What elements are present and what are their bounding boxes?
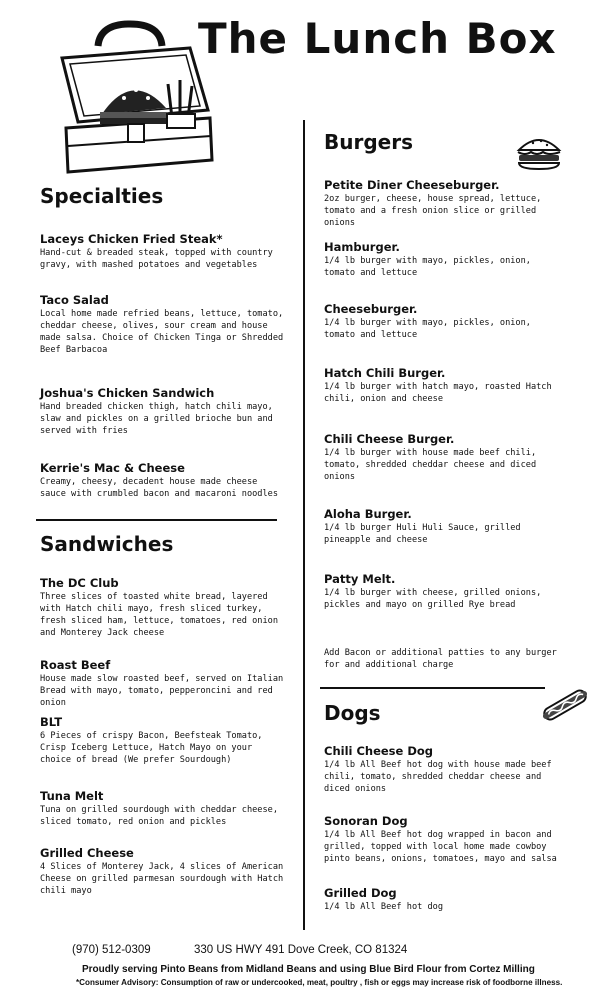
menu-item: [40, 789, 288, 828]
menu-item: [40, 386, 288, 437]
menu-item: [40, 232, 288, 271]
item-name: Kerrie's Mac & Cheese: [40, 461, 185, 475]
item-description: Local home made refried beans, lettuce, tomato, cheddar cheese, olives, sour cream and house made salsa. Choice of Chicken Tinga or Shredded Beef Barbacoa: [40, 309, 284, 355]
consumer-advisory: *Consumer Advisory: Consumption of raw or undercooked, meat, poultry , fish or eggs may increase risk of foodborne illness.: [76, 978, 563, 987]
menu-item: [40, 658, 288, 709]
menu-item: [40, 461, 288, 500]
item-description: Three slices of toasted white bread, layered with Hatch chili mayo, fresh sliced turkey, fresh sliced ham, lettuce, tomatoes, red onion and Monterey Jack cheese: [40, 592, 278, 638]
section-title-specialties: Specialties: [40, 184, 164, 208]
section-title-sandwiches: Sandwiches: [40, 532, 174, 556]
column-divider: [303, 120, 305, 930]
item-description: 2oz burger, cheese, house spread, lettuce, tomato and a fresh onion slice or grilled onions: [324, 194, 542, 228]
menu-item: [324, 178, 560, 229]
menu-item: [40, 715, 288, 766]
section-title-burgers: Burgers: [324, 130, 413, 154]
item-name: Hamburger.: [324, 240, 400, 254]
item-description: 1/4 lb All Beef hot dog: [324, 902, 443, 912]
item-name: Laceys Chicken Fried Steak*: [40, 232, 223, 246]
item-description: 1/4 lb burger with house made beef chili, tomato, shredded cheddar cheese and diced onions: [324, 448, 537, 482]
item-description: Hand-cut & breaded steak, topped with country gravy, with mashed potatoes and vegetables: [40, 248, 273, 270]
item-name: Aloha Burger.: [324, 507, 412, 521]
item-description: 4 Slices of Monterey Jack, 4 slices of American Cheese on grilled parmesan sourdough with Hatch chili mayo: [40, 862, 284, 896]
item-name: Hatch Chili Burger.: [324, 366, 446, 380]
section-divider: [36, 519, 277, 521]
item-name: BLT: [40, 715, 63, 729]
item-name: Grilled Dog: [324, 886, 397, 900]
item-name: Grilled Cheese: [40, 846, 134, 860]
section-divider: [320, 687, 545, 689]
footer-pinto-note: Proudly serving Pinto Beans from Midland Beans and using Blue Bird Flour from Cortez Milling: [82, 964, 535, 975]
menu-item: [40, 846, 288, 897]
page-title: The Lunch Box: [198, 14, 557, 63]
menu-item: [324, 240, 560, 279]
item-description: 1/4 lb burger with mayo, pickles, onion, tomato and lettuce: [324, 256, 531, 278]
item-name: Roast Beef: [40, 658, 111, 672]
item-name: Patty Melt.: [324, 572, 396, 586]
menu-item: [324, 572, 560, 611]
item-name: Joshua's Chicken Sandwich: [40, 386, 215, 400]
menu-item: [324, 744, 560, 795]
menu-item: [40, 293, 288, 356]
item-name: Taco Salad: [40, 293, 109, 307]
menu-item: [324, 366, 560, 405]
item-name: Petite Diner Cheeseburger.: [324, 178, 500, 192]
item-description: 6 Pieces of crispy Bacon, Beefsteak Tomato, Crisp Iceberg Lettuce, Hatch Mayo on your choice of bread (We prefer Sourdough): [40, 731, 263, 765]
menu-item: [324, 432, 560, 483]
item-description: Tuna on grilled sourdough with cheddar cheese, sliced tomato, red onion and pickles: [40, 805, 278, 827]
burger-note-text: Add Bacon or additional patties to any burger for and additional charge: [324, 648, 557, 670]
menu-item: [324, 814, 560, 865]
item-description: Creamy, cheesy, decadent house made cheese sauce with crumbled bacon and macaroni noodles: [40, 477, 278, 499]
menu-item: [40, 576, 288, 639]
menu-item: [324, 507, 560, 546]
item-name: Chili Cheese Dog: [324, 744, 434, 758]
item-description: 1/4 lb All Beef hot dog with house made beef chili, tomato, shredded cheddar cheese and diced onions: [324, 760, 552, 794]
item-description: 1/4 lb burger with mayo, pickles, onion, tomato and lettuce: [324, 318, 531, 340]
item-name: Chili Cheese Burger.: [324, 432, 455, 446]
item-description: 1/4 lb All Beef hot dog wrapped in bacon and grilled, topped with local home made cowboy pinto beans, onions, tomatoes, mayo and salsa: [324, 830, 557, 864]
menu-item: [324, 886, 560, 913]
item-name: Sonoran Dog: [324, 814, 408, 828]
item-description: 1/4 lb burger Huli Huli Sauce, grilled pineapple and cheese: [324, 523, 521, 545]
item-name: Tuna Melt: [40, 789, 104, 803]
phone-number[interactable]: (970) 512-0309: [72, 944, 151, 956]
item-description: House made slow roasted beef, served on Italian Bread with mayo, tomato, pepperoncini and red onion: [40, 674, 284, 708]
burger-icon: [515, 132, 563, 177]
hotdog-icon: [540, 684, 590, 731]
lunchbox-burger-icon: [40, 18, 218, 183]
menu-item: [324, 302, 560, 341]
section-title-dogs: Dogs: [324, 701, 381, 725]
item-description: 1/4 lb burger with cheese, grilled onions, pickles and mayo on grilled Rye bread: [324, 588, 542, 610]
item-name: The DC Club: [40, 576, 119, 590]
item-description: 1/4 lb burger with hatch mayo, roasted Hatch chili, onion and cheese: [324, 382, 552, 404]
item-name: Cheeseburger.: [324, 302, 418, 316]
address: 330 US HWY 491 Dove Creek, CO 81324: [194, 944, 408, 956]
burger-note: [324, 647, 560, 671]
item-description: Hand breaded chicken thigh, hatch chili mayo, slaw and pickles on a grilled brioche bun and served with fries: [40, 402, 273, 436]
